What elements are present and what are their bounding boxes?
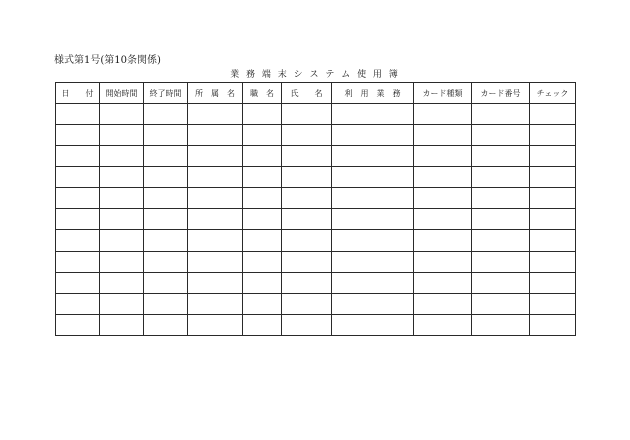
column-header-check: チェック [530, 83, 576, 104]
usage-purpose-cell[interactable] [332, 209, 414, 230]
job-title-cell[interactable] [243, 314, 282, 335]
department-cell[interactable] [188, 230, 243, 251]
usage-purpose-cell[interactable] [332, 125, 414, 146]
card-type-cell[interactable] [414, 251, 472, 272]
name-cell[interactable] [282, 230, 332, 251]
date-cell[interactable] [56, 125, 100, 146]
department-cell[interactable] [188, 272, 243, 293]
check-cell[interactable] [530, 251, 576, 272]
department-cell[interactable] [188, 251, 243, 272]
name-cell[interactable] [282, 293, 332, 314]
form-number: 様式第1号(第10条関係) [54, 55, 161, 66]
date-cell[interactable] [56, 293, 100, 314]
end-time-cell[interactable] [144, 251, 188, 272]
column-header-start-time: 開始時間 [100, 83, 144, 104]
table-row [56, 167, 576, 188]
name-cell[interactable] [282, 167, 332, 188]
start-time-cell[interactable] [100, 104, 144, 125]
start-time-cell[interactable] [100, 125, 144, 146]
department-cell[interactable] [188, 104, 243, 125]
name-cell[interactable] [282, 272, 332, 293]
card-type-cell[interactable] [414, 146, 472, 167]
card-number-cell[interactable] [472, 251, 530, 272]
job-title-cell[interactable] [243, 230, 282, 251]
check-cell[interactable] [530, 209, 576, 230]
date-cell[interactable] [56, 188, 100, 209]
start-time-cell[interactable] [100, 272, 144, 293]
job-title-cell[interactable] [243, 251, 282, 272]
column-header-card-type: カード種類 [414, 83, 472, 104]
card-number-cell[interactable] [472, 104, 530, 125]
check-cell[interactable] [530, 146, 576, 167]
card-type-cell[interactable] [414, 314, 472, 335]
start-time-cell[interactable] [100, 251, 144, 272]
table-row [56, 209, 576, 230]
job-title-cell[interactable] [243, 293, 282, 314]
start-time-cell[interactable] [100, 167, 144, 188]
check-cell[interactable] [530, 167, 576, 188]
name-cell[interactable] [282, 146, 332, 167]
end-time-cell[interactable] [144, 104, 188, 125]
card-type-cell[interactable] [414, 125, 472, 146]
check-cell[interactable] [530, 293, 576, 314]
end-time-cell[interactable] [144, 209, 188, 230]
end-time-cell[interactable] [144, 272, 188, 293]
card-type-cell[interactable] [414, 188, 472, 209]
date-cell[interactable] [56, 209, 100, 230]
card-number-cell[interactable] [472, 293, 530, 314]
name-cell[interactable] [282, 125, 332, 146]
card-type-cell[interactable] [414, 209, 472, 230]
table-row [56, 251, 576, 272]
column-header-date: 日 付 [56, 83, 100, 104]
table-body [56, 104, 576, 336]
form-title: 業 務 端 末 シ ス テ ム 使 用 簿 [230, 70, 400, 80]
job-title-cell[interactable] [243, 125, 282, 146]
table-row [56, 272, 576, 293]
date-cell[interactable] [56, 314, 100, 335]
card-number-cell[interactable] [472, 209, 530, 230]
column-header-job-title: 職 名 [243, 83, 282, 104]
card-number-cell[interactable] [472, 314, 530, 335]
column-header-end-time: 終了時間 [144, 83, 188, 104]
card-number-cell[interactable] [472, 230, 530, 251]
job-title-cell[interactable] [243, 146, 282, 167]
name-cell[interactable] [282, 314, 332, 335]
date-cell[interactable] [56, 230, 100, 251]
date-cell[interactable] [56, 272, 100, 293]
check-cell[interactable] [530, 125, 576, 146]
department-cell[interactable] [188, 314, 243, 335]
department-cell[interactable] [188, 125, 243, 146]
usage-purpose-cell[interactable] [332, 251, 414, 272]
table-header-row [56, 83, 576, 104]
date-cell[interactable] [56, 146, 100, 167]
card-number-cell[interactable] [472, 188, 530, 209]
end-time-cell[interactable] [144, 293, 188, 314]
table-row [56, 104, 576, 125]
job-title-cell[interactable] [243, 167, 282, 188]
name-cell[interactable] [282, 188, 332, 209]
date-cell[interactable] [56, 167, 100, 188]
department-cell[interactable] [188, 146, 243, 167]
start-time-cell[interactable] [100, 146, 144, 167]
department-cell[interactable] [188, 209, 243, 230]
card-type-cell[interactable] [414, 272, 472, 293]
check-cell[interactable] [530, 272, 576, 293]
end-time-cell[interactable] [144, 125, 188, 146]
usage-purpose-cell[interactable] [332, 272, 414, 293]
check-cell[interactable] [530, 314, 576, 335]
column-header-name: 氏 名 [282, 83, 332, 104]
date-cell[interactable] [56, 104, 100, 125]
start-time-cell[interactable] [100, 314, 144, 335]
card-number-cell[interactable] [472, 125, 530, 146]
table-row [56, 230, 576, 251]
department-cell[interactable] [188, 293, 243, 314]
check-cell[interactable] [530, 188, 576, 209]
usage-log-table [55, 82, 576, 336]
end-time-cell[interactable] [144, 146, 188, 167]
start-time-cell[interactable] [100, 230, 144, 251]
usage-purpose-cell[interactable] [332, 293, 414, 314]
column-header-usage-purpose: 利 用 業 務 [332, 83, 414, 104]
card-number-cell[interactable] [472, 167, 530, 188]
usage-purpose-cell[interactable] [332, 104, 414, 125]
usage-purpose-cell[interactable] [332, 230, 414, 251]
table-row [56, 314, 576, 335]
card-number-cell[interactable] [472, 272, 530, 293]
check-cell[interactable] [530, 104, 576, 125]
table-row [56, 125, 576, 146]
name-cell[interactable] [282, 209, 332, 230]
job-title-cell[interactable] [243, 272, 282, 293]
date-cell[interactable] [56, 251, 100, 272]
end-time-cell[interactable] [144, 230, 188, 251]
check-cell[interactable] [530, 230, 576, 251]
usage-purpose-cell[interactable] [332, 167, 414, 188]
card-type-cell[interactable] [414, 293, 472, 314]
name-cell[interactable] [282, 104, 332, 125]
name-cell[interactable] [282, 251, 332, 272]
column-header-card-number: カード番号 [472, 83, 530, 104]
start-time-cell[interactable] [100, 209, 144, 230]
department-cell[interactable] [188, 167, 243, 188]
usage-purpose-cell[interactable] [332, 314, 414, 335]
end-time-cell[interactable] [144, 314, 188, 335]
table-row [56, 188, 576, 209]
job-title-cell[interactable] [243, 104, 282, 125]
column-header-department: 所 属 名 [188, 83, 243, 104]
card-type-cell[interactable] [414, 167, 472, 188]
job-title-cell[interactable] [243, 188, 282, 209]
usage-purpose-cell[interactable] [332, 146, 414, 167]
end-time-cell[interactable] [144, 167, 188, 188]
usage-purpose-cell[interactable] [332, 188, 414, 209]
end-time-cell[interactable] [144, 188, 188, 209]
job-title-cell[interactable] [243, 209, 282, 230]
table-row [56, 146, 576, 167]
start-time-cell[interactable] [100, 188, 144, 209]
start-time-cell[interactable] [100, 293, 144, 314]
table-row [56, 293, 576, 314]
card-number-cell[interactable] [472, 146, 530, 167]
card-type-cell[interactable] [414, 230, 472, 251]
department-cell[interactable] [188, 188, 243, 209]
card-type-cell[interactable] [414, 104, 472, 125]
